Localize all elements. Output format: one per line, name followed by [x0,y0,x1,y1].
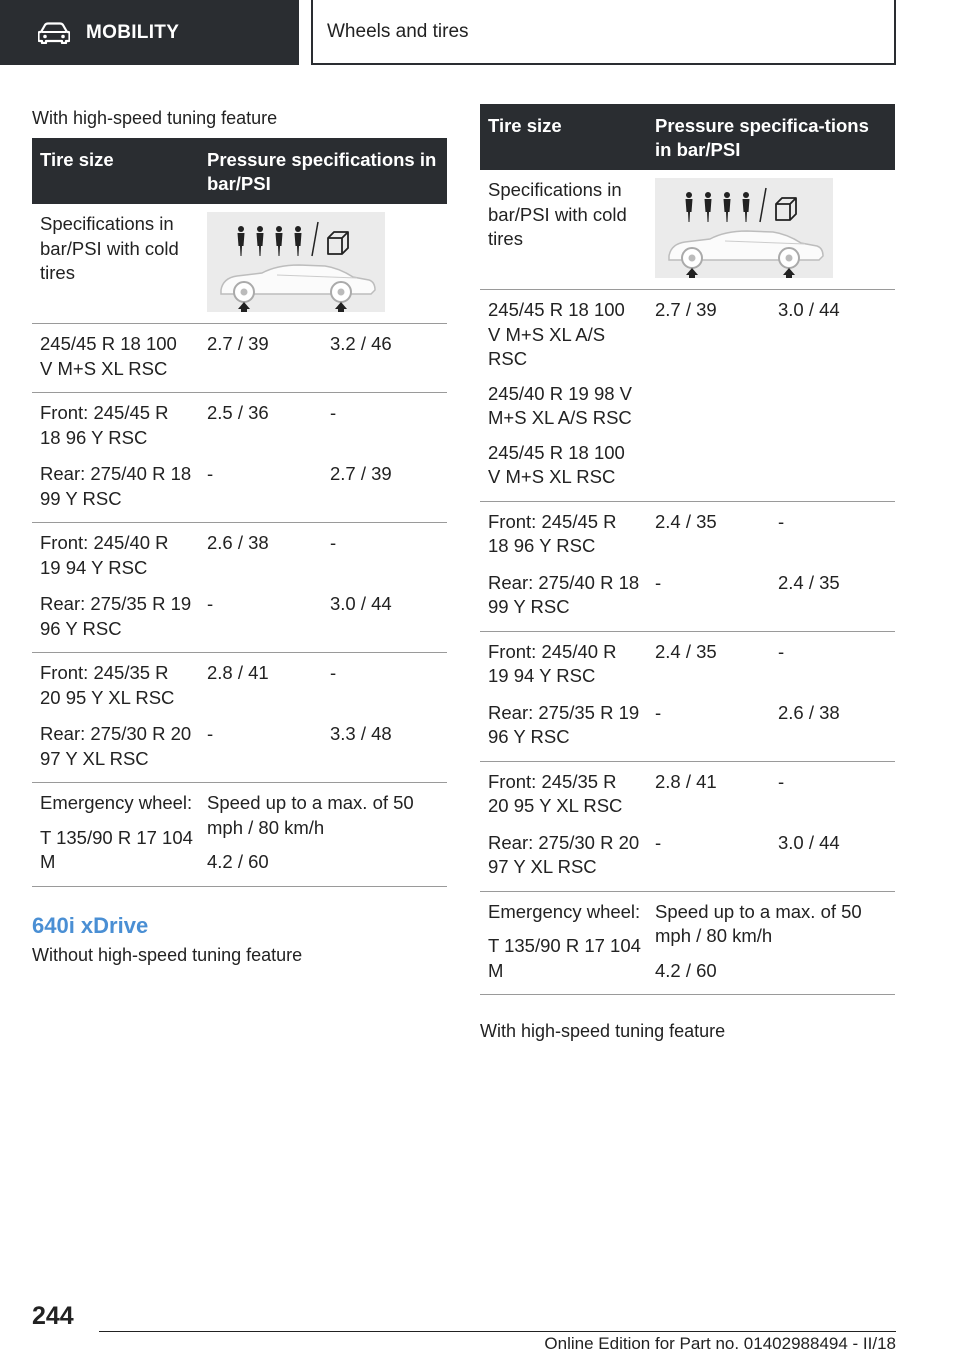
table-row: Rear: 275/35 R 19 96 Y RSC - 2.6 / 38 [480,689,895,762]
right-note: With high-speed tuning feature [480,1021,726,1041]
table-row: Rear: 275/30 R 20 97 Y XL RSC - 3.3 / 48 [32,710,447,783]
page-title-box [311,0,896,65]
table-row: 245/45 R 18 100 V M+S XL RSC 2.7 / 39 3.2 / 46 [32,324,447,393]
col-pressure: Pressure specifica-tions in bar/PSI [647,104,895,170]
table-row-emergency: Emergency wheel: T 135/90 R 17 104 M Speed up to a max. of 50 mph / 80 km/h 4.2 / 60 [480,891,895,995]
table-row: Rear: 275/40 R 18 99 Y RSC - 2.4 / 35 [480,559,895,632]
col-pressure: Pressure specifications in bar/PSI [199,138,447,204]
right-column [480,104,895,1042]
load-condition-icon [655,178,833,278]
model-heading: 640i xDrive [32,912,149,938]
table-row: Front: 245/45 R 18 96 Y RSC 2.5 / 36 - [40,402,337,448]
table-row: Front: 245/35 R 20 95 Y XL RSC 2.8 / 41 - [488,770,785,816]
right-pressure-table [480,104,895,995]
spec-label: Specifications in bar/PSI with cold tires [32,204,199,324]
spec-label: Specifications in bar/PSI with cold tires [480,170,647,290]
col-tire-size: Tire size [480,104,647,170]
table-row: Front: 245/40 R 19 94 Y RSC 2.6 / 38 - [40,532,337,578]
table-row: Rear: 275/35 R 19 96 Y RSC - 3.0 / 44 [32,580,447,653]
table-row: Front: 245/35 R 20 95 Y XL RSC 2.8 / 41 - [40,662,337,708]
col-tire-size: Tire size [32,138,199,204]
load-condition-icon [207,212,385,312]
section-label: MOBILITY [86,21,180,43]
table-row [32,204,447,324]
model-subheading: Without high-speed tuning feature [32,944,303,965]
table-row [480,170,895,290]
page-title: Wheels and tires [327,20,469,42]
left-intro: With high-speed tuning feature [32,108,278,128]
section-tab [0,0,299,65]
table-row: Rear: 275/30 R 20 97 Y XL RSC - 3.0 / 44 [480,819,895,892]
table-row: Rear: 275/40 R 18 99 Y RSC - 2.7 / 39 [32,450,447,523]
table-row: 245/45 R 18 100 V M+S XL A/S RSC 245/40 R 19 98 V M+S XL A/S RSC 245/45 R 18 100 V M+S XL RSC 2.7 / 39 3.0 / 44 [480,290,895,502]
table-row: Front: 245/45 R 18 96 Y RSC 2.4 / 35 - [488,510,785,556]
edition-text: Online Edition for Part no. 01402988494 - II/18 [544,1334,896,1353]
left-column [32,104,447,966]
table-row: Front: 245/40 R 19 94 Y RSC 2.4 / 35 - [488,640,785,686]
table-row-emergency: Emergency wheel: T 135/90 R 17 104 M Speed up to a max. of 50 mph / 80 km/h 4.2 / 60 [32,783,447,887]
page-number: 244 [32,1302,74,1330]
left-pressure-table [32,138,447,887]
footer-divider [99,1331,896,1332]
car-icon [38,22,70,44]
